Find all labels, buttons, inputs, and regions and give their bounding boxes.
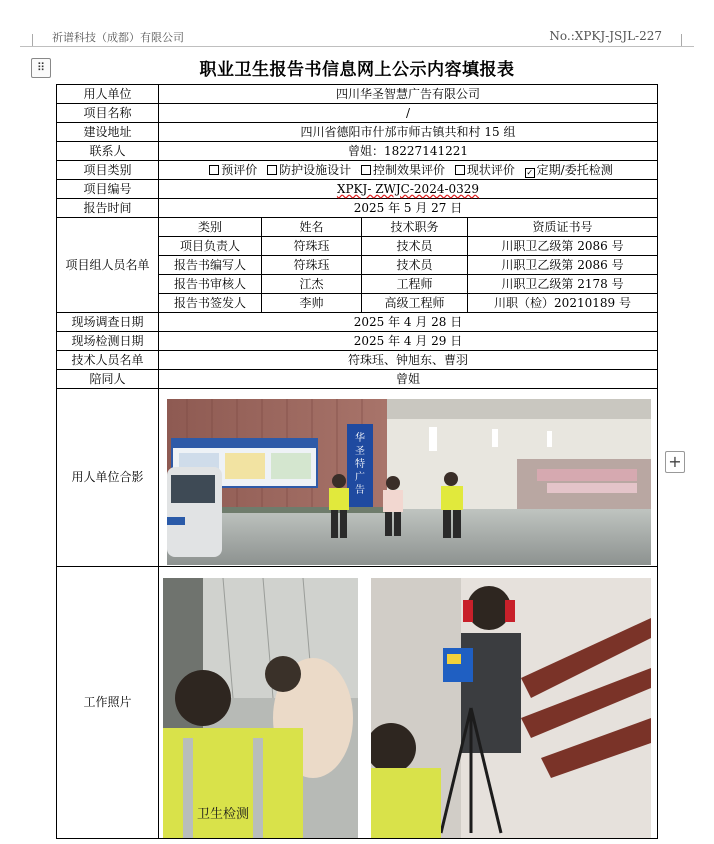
row-address bbox=[57, 123, 658, 142]
tech-staff-label: 技术人员名单 bbox=[57, 351, 159, 370]
category-options bbox=[159, 161, 658, 180]
escort-value[interactable]: 曾姐 bbox=[159, 370, 658, 389]
employer-value[interactable]: 四川华圣智慧广告有限公司 bbox=[159, 85, 658, 104]
table-move-handle-icon[interactable]: ⠿ bbox=[31, 58, 51, 78]
survey-date-label: 现场调查日期 bbox=[57, 313, 159, 332]
option-periodic-test-label: 定期/委托检测 bbox=[536, 162, 613, 177]
test-date-label: 现场检测日期 bbox=[57, 332, 159, 351]
member-role: 报告书编写人 bbox=[159, 256, 262, 275]
member-title[interactable]: 技术员 bbox=[362, 237, 468, 256]
test-date-value[interactable]: 2025 年 4 月 29 日 bbox=[159, 332, 658, 351]
employer-label: 用人单位 bbox=[57, 85, 159, 104]
members-header-name: 姓名 bbox=[262, 218, 362, 237]
svg-text:华: 华 bbox=[355, 433, 365, 444]
member-title[interactable]: 高级工程师 bbox=[362, 294, 468, 313]
project-no-cell bbox=[159, 180, 658, 199]
project-name-value[interactable]: / bbox=[159, 104, 658, 123]
svg-text:圣: 圣 bbox=[355, 446, 365, 457]
work-photo-2 bbox=[371, 578, 651, 838]
row-test-date bbox=[57, 332, 658, 351]
report-time-value[interactable]: 2025 年 5 月 27 日 bbox=[159, 199, 658, 218]
work-photo-2-image bbox=[371, 578, 651, 838]
work-photo-1-image bbox=[163, 578, 358, 838]
page-title: 职业卫生报告书信息网上公示内容填报表 bbox=[199, 60, 515, 80]
members-header-category: 类别 bbox=[159, 218, 262, 237]
header-doc-no: No.:XPKJ-JSJL-227 bbox=[549, 29, 662, 43]
group-photo-label: 用人单位合影 bbox=[57, 389, 159, 567]
project-no-label: 项目编号 bbox=[57, 180, 159, 199]
option-protection-design-label: 防护设施设计 bbox=[279, 162, 352, 177]
member-name[interactable]: 江杰 bbox=[262, 275, 362, 294]
survey-date-value[interactable]: 2025 年 4 月 28 日 bbox=[159, 313, 658, 332]
members-header-row bbox=[57, 218, 658, 237]
member-name[interactable]: 符珠珏 bbox=[262, 237, 362, 256]
vest-text: 卫生检测 bbox=[196, 807, 250, 822]
member-role: 报告书签发人 bbox=[159, 294, 262, 313]
row-survey-date bbox=[57, 313, 658, 332]
header-line bbox=[20, 46, 694, 47]
checkbox-periodic-test[interactable]: ✓ bbox=[526, 167, 534, 177]
members-label: 项目组人员名单 bbox=[57, 218, 159, 313]
row-project-name bbox=[57, 104, 658, 123]
category-label: 项目类别 bbox=[57, 161, 159, 180]
members-header-cert: 资质证书号 bbox=[468, 218, 658, 237]
row-project-no bbox=[57, 180, 658, 199]
tech-staff-value[interactable]: 符珠珏、钟旭东、曹羽 bbox=[159, 351, 658, 370]
row-report-time bbox=[57, 199, 658, 218]
member-role: 项目负责人 bbox=[159, 237, 262, 256]
work-photo-1 bbox=[163, 578, 358, 838]
checkbox-protection-design[interactable] bbox=[267, 165, 277, 175]
project-no-value[interactable]: XPKJ- ZWJC-2024-0329 bbox=[336, 181, 480, 196]
row-escort bbox=[57, 370, 658, 389]
row-tech-staff bbox=[57, 351, 658, 370]
group-photo bbox=[167, 399, 651, 565]
row-contact bbox=[57, 142, 658, 161]
group-photo-image bbox=[167, 399, 651, 565]
checkbox-pre-eval[interactable] bbox=[209, 165, 219, 175]
member-name[interactable]: 李帅 bbox=[262, 294, 362, 313]
members-header-title: 技术职务 bbox=[362, 218, 468, 237]
escort-label: 陪同人 bbox=[57, 370, 159, 389]
contact-label: 联系人 bbox=[57, 142, 159, 161]
address-value[interactable]: 四川省德阳市什邡市师古镇共和村 15 组 bbox=[159, 123, 658, 142]
checkbox-control-effect[interactable] bbox=[361, 165, 371, 175]
member-cert[interactable]: 川职卫乙级第 2086 号 bbox=[468, 256, 658, 275]
plus-icon[interactable]: + bbox=[665, 451, 685, 473]
checkbox-status-eval[interactable] bbox=[455, 165, 465, 175]
option-pre-eval-label: 预评价 bbox=[221, 162, 258, 177]
row-category bbox=[57, 161, 658, 180]
header-company: 祈谱科技（成都）有限公司 bbox=[52, 31, 184, 44]
member-title[interactable]: 技术员 bbox=[362, 256, 468, 275]
member-role: 报告书审核人 bbox=[159, 275, 262, 294]
work-photos-label: 工作照片 bbox=[57, 567, 159, 839]
svg-text:特: 特 bbox=[355, 459, 365, 470]
member-name[interactable]: 符珠珏 bbox=[262, 256, 362, 275]
svg-text:告: 告 bbox=[355, 485, 365, 496]
svg-text:广: 广 bbox=[355, 472, 365, 483]
member-cert[interactable]: 川职卫乙级第 2086 号 bbox=[468, 237, 658, 256]
address-label: 建设地址 bbox=[57, 123, 159, 142]
member-title[interactable]: 工程师 bbox=[362, 275, 468, 294]
row-employer bbox=[57, 85, 658, 104]
member-cert[interactable]: 川职（检）20210189 号 bbox=[468, 294, 658, 313]
option-status-eval-label: 现状评价 bbox=[466, 162, 515, 177]
report-time-label: 报告时间 bbox=[57, 199, 159, 218]
member-cert[interactable]: 川职卫乙级第 2178 号 bbox=[468, 275, 658, 294]
project-name-label: 项目名称 bbox=[57, 104, 159, 123]
contact-value[interactable]: 曾姐：18227141221 bbox=[159, 142, 658, 161]
option-control-effect-label: 控制效果评价 bbox=[372, 162, 445, 177]
